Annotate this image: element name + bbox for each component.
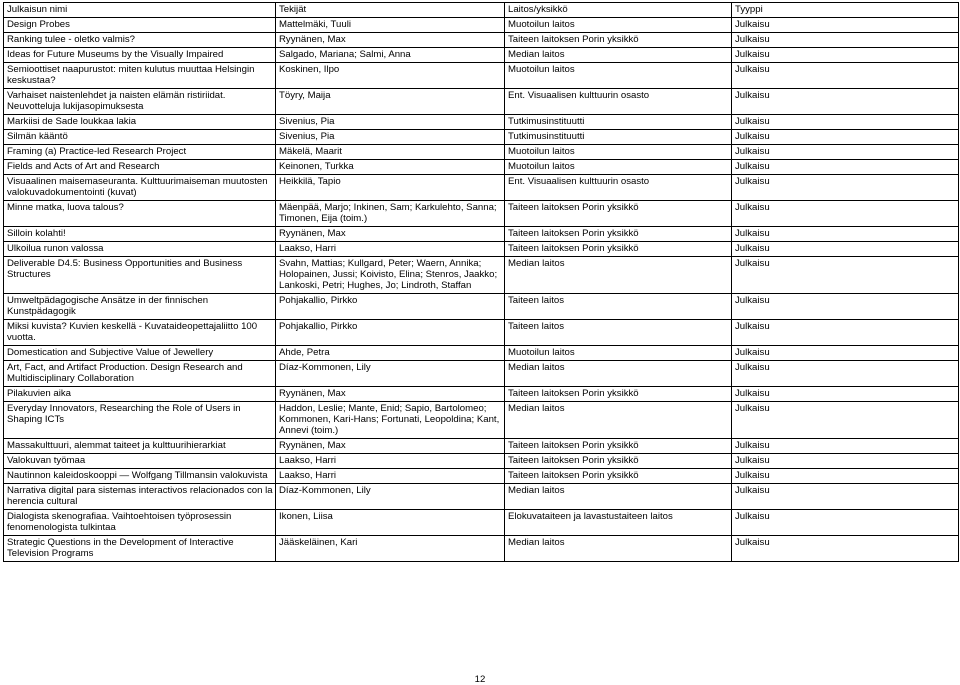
- publication-title-cell: Markiisi de Sade loukkaa lakia: [4, 115, 276, 130]
- type-cell: Julkaisu: [732, 227, 959, 242]
- publication-title-cell: Fields and Acts of Art and Research: [4, 160, 276, 175]
- authors-cell: Svahn, Mattias; Kullgard, Peter; Waern, Annika; Holopainen, Jussi; Koivisto, Elina; Stenros, Jaakko; Lankoski, Petri; Hughes, Jo; Lindroth, Staffan: [276, 257, 505, 294]
- department-cell: Taiteen laitoksen Porin yksikkö: [505, 33, 732, 48]
- publication-title-cell: Art, Fact, and Artifact Production. Design Research and Multidisciplinary Collaboration: [4, 361, 276, 387]
- publication-title-cell: Narrativa digital para sistemas interactivos relacionados con la herencia cultural: [4, 484, 276, 510]
- department-cell: Median laitos: [505, 484, 732, 510]
- publication-title-cell: Minne matka, luova talous?: [4, 201, 276, 227]
- publication-title-cell: Framing (a) Practice-led Research Project: [4, 145, 276, 160]
- type-cell: Julkaisu: [732, 175, 959, 201]
- type-cell: Julkaisu: [732, 257, 959, 294]
- department-cell: Muotoilun laitos: [505, 346, 732, 361]
- page-number: 12: [474, 674, 486, 685]
- publication-title-cell: Strategic Questions in the Development of Interactive Television Programs: [4, 536, 276, 562]
- table-row: [4, 257, 959, 294]
- authors-cell: Ryynänen, Max: [276, 227, 505, 242]
- authors-cell: Laakso, Harri: [276, 242, 505, 257]
- authors-cell: Díaz-Kommonen, Lily: [276, 361, 505, 387]
- table-row: [4, 242, 959, 257]
- type-cell: Julkaisu: [732, 320, 959, 346]
- authors-cell: Mäenpää, Marjo; Inkinen, Sam; Karkulehto, Sanna; Timonen, Eija (toim.): [276, 201, 505, 227]
- department-cell: Taiteen laitos: [505, 320, 732, 346]
- table-row: [4, 454, 959, 469]
- type-cell: Julkaisu: [732, 115, 959, 130]
- type-cell: Julkaisu: [732, 402, 959, 439]
- publication-title-cell: Deliverable D4.5: Business Opportunities and Business Structures: [4, 257, 276, 294]
- publication-title-cell: Ulkoilua runon valossa: [4, 242, 276, 257]
- department-cell: Taiteen laitoksen Porin yksikkö: [505, 387, 732, 402]
- type-cell: Julkaisu: [732, 145, 959, 160]
- type-cell: Julkaisu: [732, 63, 959, 89]
- type-cell: Julkaisu: [732, 361, 959, 387]
- type-cell: Julkaisu: [732, 18, 959, 33]
- table-row: [4, 402, 959, 439]
- table-row: [4, 201, 959, 227]
- department-cell: Taiteen laitoksen Porin yksikkö: [505, 454, 732, 469]
- type-cell: Julkaisu: [732, 294, 959, 320]
- authors-cell: Díaz-Kommonen, Lily: [276, 484, 505, 510]
- table-row: [4, 346, 959, 361]
- table-row: [4, 510, 959, 536]
- publication-title-cell: Design Probes: [4, 18, 276, 33]
- department-cell: Taiteen laitos: [505, 294, 732, 320]
- authors-cell: Mattelmäki, Tuuli: [276, 18, 505, 33]
- publication-table-page: [3, 2, 958, 562]
- table-row: [4, 439, 959, 454]
- table-row: [4, 18, 959, 33]
- publication-title-cell: Umweltpädagogische Ansätze in der finnischen Kunstpädagogik: [4, 294, 276, 320]
- publication-title-cell: Ideas for Future Museums by the Visually Impaired: [4, 48, 276, 63]
- type-cell: Julkaisu: [732, 346, 959, 361]
- authors-cell: Heikkilä, Tapio: [276, 175, 505, 201]
- authors-cell: Haddon, Leslie; Mante, Enid; Sapio, Bartolomeo; Kommonen, Kari-Hans; Fortunati, Leopoldina; Kant, Annevi (toim.): [276, 402, 505, 439]
- table-row: [4, 145, 959, 160]
- publication-title-cell: Miksi kuvista? Kuvien keskellä - Kuvataideopettajaliitto 100 vuotta.: [4, 320, 276, 346]
- table-row: [4, 63, 959, 89]
- table-row: [4, 175, 959, 201]
- department-cell: Muotoilun laitos: [505, 63, 732, 89]
- authors-cell: Laakso, Harri: [276, 454, 505, 469]
- publication-title-cell: Ranking tulee - oletko valmis?: [4, 33, 276, 48]
- authors-cell: Keinonen, Turkka: [276, 160, 505, 175]
- department-cell: Median laitos: [505, 48, 732, 63]
- authors-cell: Sivenius, Pia: [276, 115, 505, 130]
- column-header-department: Laitos/yksikkö: [505, 3, 732, 18]
- department-cell: Ent. Visuaalisen kulttuurin osasto: [505, 89, 732, 115]
- department-cell: Muotoilun laitos: [505, 18, 732, 33]
- table-row: [4, 48, 959, 63]
- type-cell: Julkaisu: [732, 439, 959, 454]
- authors-cell: Ryynänen, Max: [276, 439, 505, 454]
- table-row: [4, 484, 959, 510]
- authors-cell: Sivenius, Pia: [276, 130, 505, 145]
- publication-title-cell: Valokuvan työmaa: [4, 454, 276, 469]
- department-cell: Taiteen laitoksen Porin yksikkö: [505, 227, 732, 242]
- column-header-title: Julkaisun nimi: [4, 3, 276, 18]
- publication-title-cell: Everyday Innovators, Researching the Role of Users in Shaping ICTs: [4, 402, 276, 439]
- publication-title-cell: Dialogista skenografiaa. Vaihtoehtoisen työprosessin fenomenologista tulkintaa: [4, 510, 276, 536]
- publication-table: [3, 2, 959, 562]
- department-cell: Muotoilun laitos: [505, 160, 732, 175]
- department-cell: Median laitos: [505, 536, 732, 562]
- type-cell: Julkaisu: [732, 510, 959, 536]
- authors-cell: Salgado, Mariana; Salmi, Anna: [276, 48, 505, 63]
- table-row: [4, 387, 959, 402]
- publication-title-cell: Domestication and Subjective Value of Jewellery: [4, 346, 276, 361]
- column-header-authors: Tekijät: [276, 3, 505, 18]
- table-row: [4, 33, 959, 48]
- column-header-type: Tyyppi: [732, 3, 959, 18]
- type-cell: Julkaisu: [732, 160, 959, 175]
- publication-title-cell: Silmän kääntö: [4, 130, 276, 145]
- department-cell: Taiteen laitoksen Porin yksikkö: [505, 242, 732, 257]
- table-row: [4, 227, 959, 242]
- type-cell: Julkaisu: [732, 536, 959, 562]
- publication-title-cell: Pilakuvien aika: [4, 387, 276, 402]
- table-row: [4, 536, 959, 562]
- publication-title-cell: Nautinnon kaleidoskooppi — Wolfgang Tillmansin valokuvista: [4, 469, 276, 484]
- department-cell: Taiteen laitoksen Porin yksikkö: [505, 469, 732, 484]
- authors-cell: Pohjakallio, Pirkko: [276, 320, 505, 346]
- table-row: [4, 469, 959, 484]
- table-row: [4, 294, 959, 320]
- table-row: [4, 320, 959, 346]
- publication-title-cell: Varhaiset naistenlehdet ja naisten elämän ristiriidat. Neuvotteluja lukijasopimuksesta: [4, 89, 276, 115]
- type-cell: Julkaisu: [732, 454, 959, 469]
- publication-title-cell: Massakulttuuri, alemmat taiteet ja kulttuurihierarkiat: [4, 439, 276, 454]
- department-cell: Median laitos: [505, 361, 732, 387]
- type-cell: Julkaisu: [732, 469, 959, 484]
- authors-cell: Jääskeläinen, Kari: [276, 536, 505, 562]
- authors-cell: Pohjakallio, Pirkko: [276, 294, 505, 320]
- type-cell: Julkaisu: [732, 33, 959, 48]
- department-cell: Tutkimusinstituutti: [505, 115, 732, 130]
- type-cell: Julkaisu: [732, 484, 959, 510]
- type-cell: Julkaisu: [732, 387, 959, 402]
- type-cell: Julkaisu: [732, 242, 959, 257]
- authors-cell: Ryynänen, Max: [276, 387, 505, 402]
- department-cell: Muotoilun laitos: [505, 145, 732, 160]
- department-cell: Median laitos: [505, 402, 732, 439]
- department-cell: Median laitos: [505, 257, 732, 294]
- table-body: [4, 18, 959, 562]
- table-header-row: [4, 3, 959, 18]
- authors-cell: Koskinen, Ilpo: [276, 63, 505, 89]
- type-cell: Julkaisu: [732, 48, 959, 63]
- publication-title-cell: Visuaalinen maisemaseuranta. Kulttuurimaiseman muutosten valokuvadokumentointi (kuvat): [4, 175, 276, 201]
- publication-title-cell: Silloin kolahti!: [4, 227, 276, 242]
- authors-cell: Mäkelä, Maarit: [276, 145, 505, 160]
- type-cell: Julkaisu: [732, 130, 959, 145]
- table-row: [4, 89, 959, 115]
- authors-cell: Ikonen, Liisa: [276, 510, 505, 536]
- department-cell: Taiteen laitoksen Porin yksikkö: [505, 201, 732, 227]
- authors-cell: Ryynänen, Max: [276, 33, 505, 48]
- table-row: [4, 130, 959, 145]
- department-cell: Taiteen laitoksen Porin yksikkö: [505, 439, 732, 454]
- table-row: [4, 115, 959, 130]
- table-row: [4, 160, 959, 175]
- publication-title-cell: Semioottiset naapurustot: miten kulutus muuttaa Helsingin keskustaa?: [4, 63, 276, 89]
- table-row: [4, 361, 959, 387]
- department-cell: Ent. Visuaalisen kulttuurin osasto: [505, 175, 732, 201]
- type-cell: Julkaisu: [732, 201, 959, 227]
- authors-cell: Ahde, Petra: [276, 346, 505, 361]
- department-cell: Elokuvataiteen ja lavastustaiteen laitos: [505, 510, 732, 536]
- department-cell: Tutkimusinstituutti: [505, 130, 732, 145]
- type-cell: Julkaisu: [732, 89, 959, 115]
- authors-cell: Töyry, Maija: [276, 89, 505, 115]
- authors-cell: Laakso, Harri: [276, 469, 505, 484]
